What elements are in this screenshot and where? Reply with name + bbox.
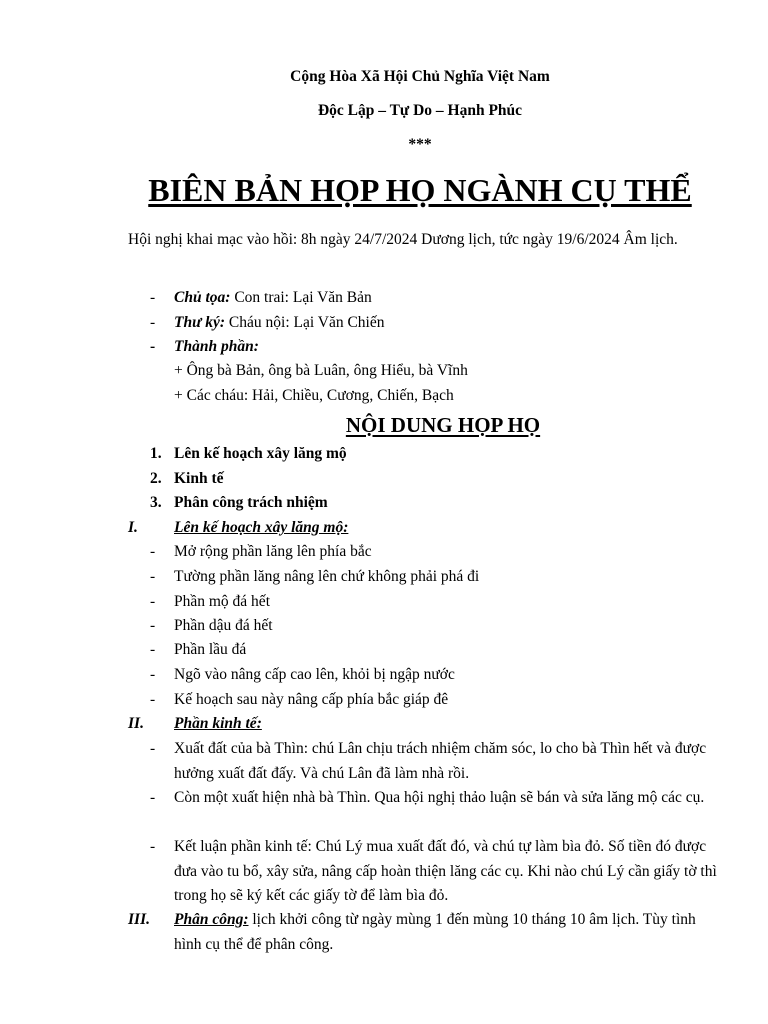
list-item-text: Phần mộ đá hết — [174, 593, 270, 610]
section-numeral: II. — [128, 715, 144, 732]
secretary-label: Thư ký: — [174, 314, 226, 331]
section-2-heading: Phần kinh tế: — [174, 715, 262, 732]
agenda-text: Phân công trách nhiệm — [174, 494, 328, 511]
dash-marker: - — [150, 314, 156, 331]
dash-marker: - — [150, 568, 156, 585]
agenda-number: 1. — [150, 445, 162, 462]
chair-value: Con trai: Lại Văn Bản — [230, 289, 372, 306]
secretary-value: Cháu nội: Lại Văn Chiến — [225, 314, 385, 331]
intro-paragraph: Hội nghị khai mạc vào hồi: 8h ngày 24/7/2024 Dương lịch, tức ngày 19/6/2024 Âm lịch. — [128, 231, 678, 248]
list-item-text: Tường phần lăng nâng lên chứ không phải phá đi — [174, 568, 480, 585]
agenda-number: 2. — [150, 470, 162, 487]
list-item-text: Xuất đất của bà Thìn: chú Lân chịu trách nhiệm chăm sóc, lo cho bà Thìn hết và được hưởng xuất đất đấy. Và chú Lân đã làm nhà rồi. — [174, 740, 707, 782]
list-item-text: Kế hoạch sau này nâng cấp phía bắc giáp đê — [174, 691, 449, 708]
list-item-text: Kết luận phần kinh tế: Chú Lý mua xuất đất đó, và chú tự làm bìa đỏ. Số tiền đó được đưa vào tu bổ, xây sửa, nâng cấp hoàn thiện lăng các cụ. Khi nào chú Lý cần giấy tờ thì trong họ sẽ ký kết các giấy tờ để làm bìa đỏ. — [174, 838, 717, 904]
dash-marker: - — [150, 543, 156, 560]
list-item-text: Phần lầu đá — [174, 641, 247, 658]
dash-marker: - — [150, 691, 156, 708]
dash-marker: - — [150, 289, 156, 306]
members-text-1: + Ông bà Bản, ông bà Luân, ông Hiểu, bà Vĩnh — [174, 362, 468, 379]
agenda-text: Kinh tế — [174, 470, 224, 487]
members-text-2: + Các cháu: Hải, Chiều, Cương, Chiến, Bạch — [174, 387, 454, 404]
agenda-number: 3. — [150, 494, 162, 511]
section-numeral: III. — [128, 911, 150, 928]
dash-marker: - — [150, 338, 156, 355]
dash-marker: - — [150, 593, 156, 610]
section-1-heading: Lên kế hoạch xây lăng mộ: — [174, 519, 349, 536]
dash-marker: - — [150, 641, 156, 658]
section-3-text: lịch khởi công từ ngày mùng 1 đến mùng 10 tháng 10 âm lịch. Tùy tình hình cụ thể để phân công. — [174, 911, 696, 953]
dash-marker: - — [150, 666, 156, 683]
document-title: BIÊN BẢN HỌP HỌ NGÀNH CỤ THỂ — [148, 172, 692, 208]
agenda-heading: NỘI DUNG HỌP HỌ — [345, 413, 541, 437]
section-numeral: I. — [128, 519, 138, 536]
list-item-text: Ngõ vào nâng cấp cao lên, khỏi bị ngập nước — [174, 666, 455, 683]
country-name: Cộng Hòa Xã Hội Chủ Nghĩa Việt Nam — [290, 68, 550, 85]
national-motto: Độc Lập – Tự Do – Hạnh Phúc — [317, 102, 523, 119]
chair-label: Chủ tọa: — [174, 289, 231, 306]
dash-marker: - — [150, 789, 156, 806]
section-3-heading: Phân công: — [174, 911, 249, 928]
agenda-text: Lên kế hoạch xây lăng mộ — [174, 445, 347, 462]
members-label: Thành phần: — [174, 338, 259, 355]
dash-marker: - — [150, 740, 156, 757]
list-item-text: Phần dậu đá hết — [174, 617, 273, 634]
dash-marker: - — [150, 838, 156, 855]
list-item-text: Còn một xuất hiện nhà bà Thìn. Qua hội nghị thảo luận sẽ bán và sửa lăng mộ các cụ. — [174, 789, 705, 806]
list-item-text: Mở rộng phần lăng lên phía bắc — [174, 543, 372, 560]
dash-marker: - — [150, 617, 156, 634]
separator-stars: *** — [408, 136, 432, 153]
